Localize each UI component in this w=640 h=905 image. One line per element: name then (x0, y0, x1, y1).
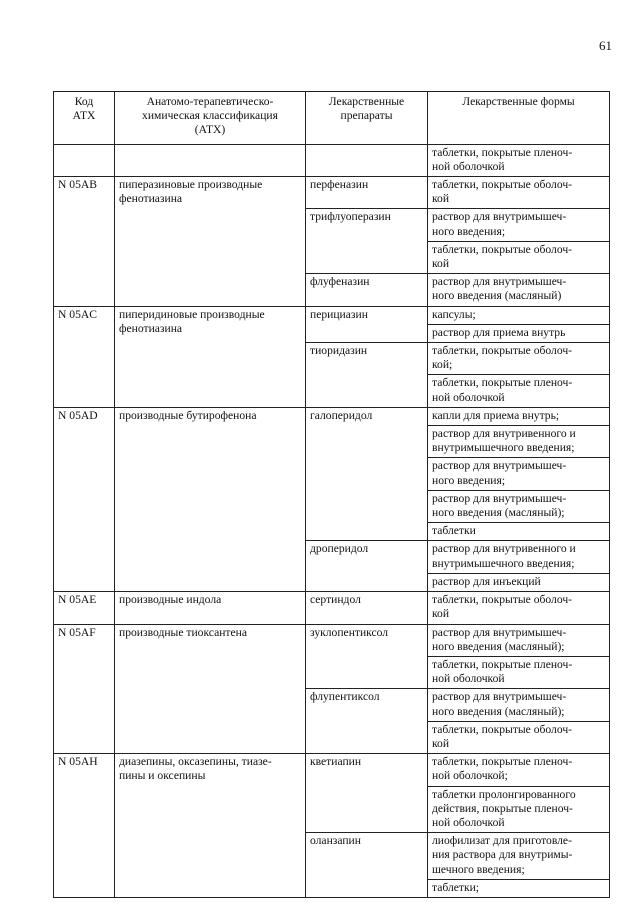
continuation-row (54, 144, 610, 176)
dosage-form-text: раствор для внутримышеч- ного введения (масляный); (432, 625, 567, 653)
atc-code-text: N 05AF (58, 625, 96, 639)
header-classification-text: Анатомо-терапевтическо- химическая классификация (АТХ) (142, 95, 278, 137)
drug-name-text: флупентиксол (310, 690, 380, 704)
drug-name-cell (306, 689, 428, 754)
dosage-form-cell (428, 343, 610, 375)
drug-name-text: перициазин (310, 307, 368, 321)
dosage-form-text: таблетки, покрытые пленоч- ной оболочкой (432, 376, 573, 404)
header-code (54, 92, 115, 145)
dosage-form-cell (428, 324, 610, 342)
dosage-form-cell (428, 656, 610, 688)
drug-name-text: дроперидол (310, 542, 369, 556)
header-classification (115, 92, 306, 145)
form-text: таблетки, покрытые пленоч- ной оболочкой (432, 145, 573, 173)
dosage-form-cell (428, 375, 610, 407)
dosage-form-text: таблетки, покрытые пленоч- ной оболочкой; (432, 755, 573, 783)
classification-cell (115, 407, 306, 591)
dosage-form-text: таблетки пролонгированного действия, покрытые пленоч- ной оболочкой (432, 787, 576, 829)
dosage-form-cell (428, 177, 610, 209)
classification-cell (115, 592, 306, 624)
dosage-form-cell (428, 786, 610, 833)
dosage-form-cell (428, 624, 610, 656)
drug-name-cell (306, 833, 428, 898)
dosage-form-cell (428, 833, 610, 880)
drug-name-text: оланзапин (310, 834, 361, 848)
classification-text: производные индола (119, 593, 222, 607)
continuation-code-cell (54, 144, 115, 176)
dosage-form-cell (428, 754, 610, 786)
drug-name-text: трифлуоперазин (310, 210, 391, 224)
drug-name-cell (306, 541, 428, 592)
table-row (54, 177, 610, 209)
drug-name-cell (306, 209, 428, 274)
header-forms (428, 92, 610, 145)
classification-cell (115, 306, 306, 407)
classification-text: производные тиоксантена (119, 625, 247, 639)
drug-name-cell (306, 306, 428, 342)
drug-name-cell (306, 592, 428, 624)
atc-code-cell (54, 754, 115, 898)
header-forms-text: Лекарственные формы (462, 95, 575, 108)
dosage-form-text: капсулы; (432, 307, 476, 321)
header-drugs (306, 92, 428, 145)
dosage-form-text: раствор для внутривенного и внутримышечного введения; (432, 427, 576, 455)
dosage-form-text: таблетки, покрытые оболоч- кой; (432, 344, 573, 372)
dosage-form-text: таблетки, покрытые пленоч- ной оболочкой (432, 657, 573, 686)
drug-name-cell (306, 407, 428, 541)
atc-code-text: N 05AH (58, 755, 98, 769)
drug-name-text: галоперидол (310, 408, 373, 422)
classification-text: пиперазиновые производные фенотиазина (119, 178, 263, 206)
drug-name-text: тиоридазин (310, 344, 368, 358)
table-row (54, 592, 610, 624)
atc-code-cell (54, 624, 115, 754)
classification-cell (115, 177, 306, 307)
continuation-form-cell (428, 144, 610, 176)
dosage-form-text: капли для приема внутрь; (432, 408, 560, 422)
dosage-form-text: раствор для внутримышеч- ного введения (масляный) (432, 275, 567, 303)
dosage-form-text: раствор для внутримышеч- ного введения; (432, 210, 567, 238)
dosage-form-cell (428, 689, 610, 721)
dosage-form-cell (428, 541, 610, 573)
drug-name-text: сертиндол (310, 593, 361, 607)
dosage-form-cell (428, 490, 610, 522)
dosage-form-text: раствор для внутримышеч- ного введения; (432, 459, 567, 487)
dosage-form-text: раствор для внутривенного и внутримышечного введения; (432, 542, 576, 570)
classification-text: производные бутирофенона (119, 408, 257, 422)
atc-code-cell (54, 592, 115, 624)
dosage-form-text: таблетки, покрытые оболоч- кой (432, 242, 573, 271)
dosage-form-text: лиофилизат для приготовле- ния раствора для внутримы- шечного введения; (432, 834, 573, 876)
drug-name-text: флуфеназин (310, 275, 370, 289)
table-row (54, 754, 610, 786)
dosage-form-cell (428, 306, 610, 324)
atc-code-text: N 05AC (58, 307, 97, 321)
dosage-form-cell (428, 592, 610, 624)
dosage-form-text: таблетки, покрытые оболоч- кой (432, 722, 573, 750)
table-body (54, 144, 610, 897)
drug-name-cell (306, 624, 428, 689)
dosage-form-text: раствор для инъекций (432, 574, 541, 588)
dosage-form-text: таблетки (432, 524, 476, 538)
page-number: 61 (599, 38, 612, 53)
drug-name-text: перфеназин (310, 178, 369, 192)
classification-text: диазепины, оксазепины, тиазе- пины и оксепины (119, 755, 272, 783)
dosage-form-cell (428, 523, 610, 541)
dosage-form-cell (428, 573, 610, 591)
classification-text: пиперидиновые производные фенотиазина (119, 307, 265, 335)
table-header-row (54, 92, 610, 145)
dosage-form-text: раствор для внутримышеч- ного введения (масляный); (432, 491, 567, 520)
dosage-form-cell (428, 721, 610, 753)
classification-cell (115, 754, 306, 898)
dosage-form-cell (428, 458, 610, 490)
dosage-form-cell (428, 209, 610, 241)
header-code-text: Код АТХ (72, 95, 96, 123)
dosage-form-text: таблетки, покрытые оболоч- кой (432, 593, 573, 621)
drug-name-text: кветиапин (310, 755, 362, 769)
dosage-form-text: раствор для приема внутрь (432, 325, 566, 339)
dosage-form-cell (428, 407, 610, 425)
atc-table (53, 91, 610, 898)
drug-name-cell (306, 343, 428, 408)
atc-code-text: N 05AE (58, 593, 97, 607)
drug-name-cell (306, 177, 428, 209)
table-row (54, 624, 610, 656)
dosage-form-text: таблетки, покрытые оболоч- кой (432, 178, 573, 206)
atc-code-cell (54, 407, 115, 591)
drug-name-text: зуклопентиксол (310, 625, 389, 639)
atc-code-text: N 05AD (58, 408, 98, 422)
dosage-form-cell (428, 879, 610, 897)
dosage-form-cell (428, 274, 610, 306)
dosage-form-text: таблетки; (432, 880, 480, 894)
header-drugs-text: Лекарственные препараты (328, 95, 405, 123)
dosage-form-cell (428, 241, 610, 273)
drug-name-cell (306, 274, 428, 306)
table-row (54, 306, 610, 324)
atc-code-cell (54, 177, 115, 307)
dosage-form-text: раствор для внутримышеч- ного введения (масляный); (432, 690, 567, 718)
drug-name-cell (306, 754, 428, 833)
classification-cell (115, 624, 306, 754)
dosage-form-cell (428, 426, 610, 458)
continuation-classification-cell (115, 144, 306, 176)
atc-code-cell (54, 306, 115, 407)
continuation-drug-cell (306, 144, 428, 176)
table-row (54, 407, 610, 425)
atc-code-text: N 05AB (58, 178, 97, 192)
